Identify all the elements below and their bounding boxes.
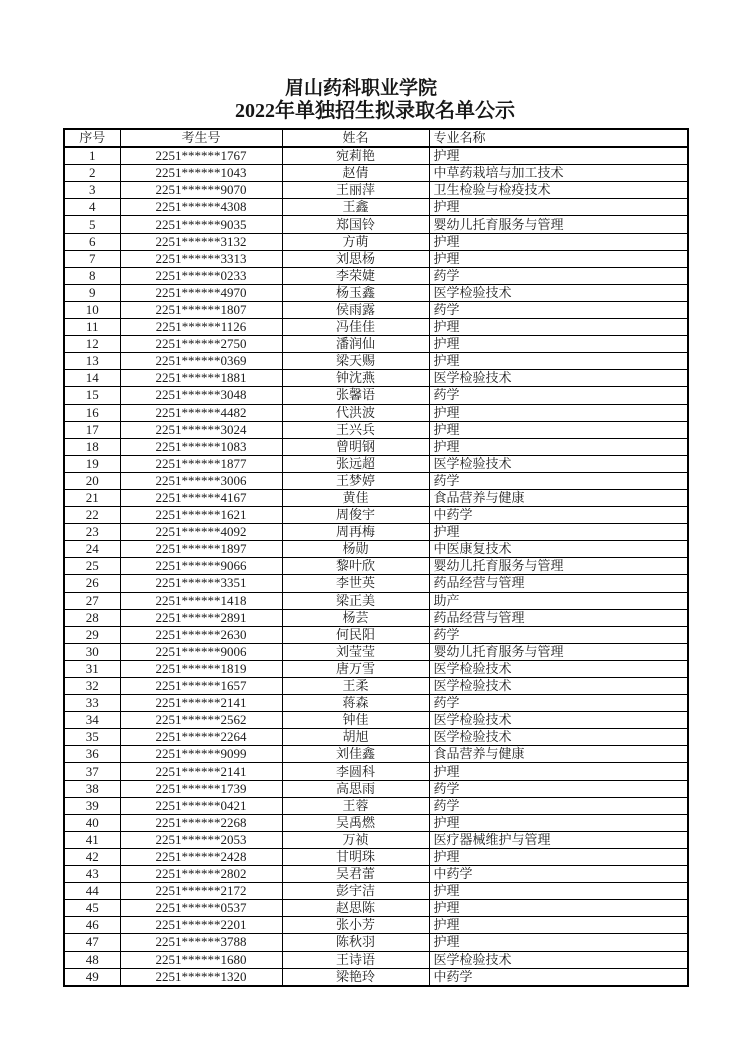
cell-name: 黄佳 xyxy=(282,489,429,506)
cell-major: 药品经营与管理 xyxy=(429,609,688,626)
cell-major: 护理 xyxy=(429,814,688,831)
table-row xyxy=(64,643,688,660)
cell-major: 药学 xyxy=(429,797,688,814)
cell-name: 杨勋 xyxy=(282,541,429,558)
cell-exam-number: 2251******9070 xyxy=(120,182,282,199)
cell-major: 护理 xyxy=(429,250,688,267)
cell-name: 侯雨露 xyxy=(282,301,429,318)
cell-no: 10 xyxy=(64,301,120,318)
table-row xyxy=(64,455,688,472)
cell-name: 杨玉鑫 xyxy=(282,284,429,301)
cell-exam-number: 2251******1126 xyxy=(120,319,282,336)
cell-exam-number: 2251******0369 xyxy=(120,353,282,370)
table-row xyxy=(64,831,688,848)
table-row xyxy=(64,233,688,250)
cell-name: 张小芳 xyxy=(282,917,429,934)
cell-exam-number: 2251******1083 xyxy=(120,438,282,455)
cell-major: 医学检验技术 xyxy=(429,284,688,301)
cell-major: 药学 xyxy=(429,267,688,284)
cell-major: 医学检验技术 xyxy=(429,729,688,746)
cell-major: 护理 xyxy=(429,524,688,541)
cell-exam-number: 2251******0421 xyxy=(120,797,282,814)
table-row xyxy=(64,507,688,524)
cell-major: 中草药栽培与加工技术 xyxy=(429,165,688,182)
cell-no: 3 xyxy=(64,182,120,199)
cell-name: 曾明钢 xyxy=(282,438,429,455)
table-row xyxy=(64,866,688,883)
cell-no: 19 xyxy=(64,455,120,472)
cell-no: 7 xyxy=(64,250,120,267)
cell-no: 23 xyxy=(64,524,120,541)
cell-exam-number: 2251******1043 xyxy=(120,165,282,182)
cell-no: 14 xyxy=(64,370,120,387)
cell-no: 48 xyxy=(64,951,120,968)
cell-name: 方萌 xyxy=(282,233,429,250)
cell-name: 万祯 xyxy=(282,831,429,848)
cell-no: 25 xyxy=(64,558,120,575)
cell-major: 护理 xyxy=(429,883,688,900)
cell-major: 护理 xyxy=(429,917,688,934)
cell-exam-number: 2251******4482 xyxy=(120,404,282,421)
page-title-school: 眉山药科职业学院 xyxy=(284,78,437,99)
cell-exam-number: 2251******2562 xyxy=(120,712,282,729)
table-row xyxy=(64,968,688,986)
table-row xyxy=(64,660,688,677)
cell-name: 潘润仙 xyxy=(282,336,429,353)
cell-name: 王鑫 xyxy=(282,199,429,216)
cell-major: 护理 xyxy=(429,848,688,865)
cell-exam-number: 2251******1657 xyxy=(120,678,282,695)
table-row xyxy=(64,814,688,831)
table-row xyxy=(64,387,688,404)
table-row xyxy=(64,267,688,284)
cell-name: 梁艳玲 xyxy=(282,968,429,986)
cell-exam-number: 2251******2750 xyxy=(120,336,282,353)
cell-no: 29 xyxy=(64,626,120,643)
cell-no: 38 xyxy=(64,780,120,797)
table-row xyxy=(64,695,688,712)
cell-no: 24 xyxy=(64,541,120,558)
cell-exam-number: 2251******1680 xyxy=(120,951,282,968)
cell-exam-number: 2251******2264 xyxy=(120,729,282,746)
table-row xyxy=(64,421,688,438)
table-row xyxy=(64,370,688,387)
table-row xyxy=(64,404,688,421)
cell-major: 医学检验技术 xyxy=(429,678,688,695)
cell-major: 护理 xyxy=(429,900,688,917)
cell-major: 医学检验技术 xyxy=(429,712,688,729)
cell-exam-number: 2251******2891 xyxy=(120,609,282,626)
cell-major: 药学 xyxy=(429,387,688,404)
column-header-exam-number: 考生号 xyxy=(120,129,282,147)
table-row xyxy=(64,489,688,506)
cell-name: 李世英 xyxy=(282,575,429,592)
cell-name: 杨芸 xyxy=(282,609,429,626)
table-row xyxy=(64,883,688,900)
cell-no: 41 xyxy=(64,831,120,848)
cell-major: 药学 xyxy=(429,626,688,643)
cell-no: 13 xyxy=(64,353,120,370)
cell-exam-number: 2251******3132 xyxy=(120,233,282,250)
cell-major: 护理 xyxy=(429,438,688,455)
cell-no: 43 xyxy=(64,866,120,883)
cell-no: 6 xyxy=(64,233,120,250)
table-row xyxy=(64,592,688,609)
cell-major: 婴幼儿托育服务与管理 xyxy=(429,216,688,233)
cell-exam-number: 2251******4167 xyxy=(120,489,282,506)
table-row xyxy=(64,199,688,216)
cell-name: 钟沈燕 xyxy=(282,370,429,387)
table-row xyxy=(64,609,688,626)
table-row xyxy=(64,678,688,695)
cell-exam-number: 2251******3048 xyxy=(120,387,282,404)
page-title-list: 2022年单独招生拟录取名单公示 xyxy=(235,100,515,122)
table-row xyxy=(64,216,688,233)
cell-no: 2 xyxy=(64,165,120,182)
cell-no: 21 xyxy=(64,489,120,506)
cell-exam-number: 2251******2141 xyxy=(120,695,282,712)
cell-major: 护理 xyxy=(429,199,688,216)
table-row xyxy=(64,900,688,917)
cell-exam-number: 2251******2201 xyxy=(120,917,282,934)
cell-name: 王丽萍 xyxy=(282,182,429,199)
cell-name: 王诗语 xyxy=(282,951,429,968)
table-row xyxy=(64,524,688,541)
cell-name: 梁天赐 xyxy=(282,353,429,370)
table-row xyxy=(64,147,688,165)
cell-name: 刘佳鑫 xyxy=(282,746,429,763)
cell-major: 护理 xyxy=(429,336,688,353)
cell-exam-number: 2251******2428 xyxy=(120,848,282,865)
cell-no: 22 xyxy=(64,507,120,524)
cell-exam-number: 2251******9066 xyxy=(120,558,282,575)
cell-major: 药学 xyxy=(429,695,688,712)
table-row xyxy=(64,712,688,729)
cell-major: 助产 xyxy=(429,592,688,609)
cell-no: 39 xyxy=(64,797,120,814)
cell-no: 16 xyxy=(64,404,120,421)
cell-exam-number: 2251******1819 xyxy=(120,660,282,677)
cell-exam-number: 2251******0233 xyxy=(120,267,282,284)
cell-exam-number: 2251******3006 xyxy=(120,472,282,489)
cell-name: 彭宇洁 xyxy=(282,883,429,900)
table-body xyxy=(64,147,688,986)
cell-name: 郑国铃 xyxy=(282,216,429,233)
cell-exam-number: 2251******1897 xyxy=(120,541,282,558)
cell-major: 中药学 xyxy=(429,507,688,524)
cell-name: 刘思杨 xyxy=(282,250,429,267)
cell-name: 吴禹燃 xyxy=(282,814,429,831)
cell-no: 20 xyxy=(64,472,120,489)
cell-exam-number: 2251******2630 xyxy=(120,626,282,643)
cell-no: 34 xyxy=(64,712,120,729)
cell-no: 27 xyxy=(64,592,120,609)
cell-exam-number: 2251******1881 xyxy=(120,370,282,387)
table-row xyxy=(64,250,688,267)
cell-major: 医疗器械维护与管理 xyxy=(429,831,688,848)
cell-major: 护理 xyxy=(429,353,688,370)
cell-name: 代洪波 xyxy=(282,404,429,421)
table-row xyxy=(64,797,688,814)
cell-major: 护理 xyxy=(429,319,688,336)
cell-name: 王兴兵 xyxy=(282,421,429,438)
cell-name: 赵思陈 xyxy=(282,900,429,917)
table-row xyxy=(64,746,688,763)
cell-exam-number: 2251******4970 xyxy=(120,284,282,301)
cell-exam-number: 2251******1807 xyxy=(120,301,282,318)
cell-no: 5 xyxy=(64,216,120,233)
cell-no: 4 xyxy=(64,199,120,216)
cell-exam-number: 2251******3024 xyxy=(120,421,282,438)
cell-major: 药学 xyxy=(429,472,688,489)
column-header-name: 姓名 xyxy=(282,129,429,147)
cell-major: 中药学 xyxy=(429,968,688,986)
cell-exam-number: 2251******3351 xyxy=(120,575,282,592)
cell-major: 护理 xyxy=(429,233,688,250)
table-row xyxy=(64,763,688,780)
table-row xyxy=(64,729,688,746)
cell-no: 40 xyxy=(64,814,120,831)
cell-major: 药品经营与管理 xyxy=(429,575,688,592)
cell-no: 1 xyxy=(64,147,120,165)
cell-name: 李圆科 xyxy=(282,763,429,780)
cell-exam-number: 2251******9099 xyxy=(120,746,282,763)
cell-major: 护理 xyxy=(429,147,688,165)
cell-exam-number: 2251******9035 xyxy=(120,216,282,233)
cell-no: 17 xyxy=(64,421,120,438)
cell-name: 张馨语 xyxy=(282,387,429,404)
cell-exam-number: 2251******2053 xyxy=(120,831,282,848)
table-row xyxy=(64,917,688,934)
cell-no: 33 xyxy=(64,695,120,712)
cell-name: 王梦婷 xyxy=(282,472,429,489)
cell-no: 11 xyxy=(64,319,120,336)
cell-name: 冯佳佳 xyxy=(282,319,429,336)
cell-no: 46 xyxy=(64,917,120,934)
table-row xyxy=(64,541,688,558)
cell-major: 医学检验技术 xyxy=(429,660,688,677)
cell-major: 护理 xyxy=(429,934,688,951)
cell-name: 张远超 xyxy=(282,455,429,472)
cell-major: 护理 xyxy=(429,421,688,438)
cell-exam-number: 2251******2802 xyxy=(120,866,282,883)
cell-no: 15 xyxy=(64,387,120,404)
cell-name: 周再梅 xyxy=(282,524,429,541)
cell-no: 18 xyxy=(64,438,120,455)
cell-major: 医学检验技术 xyxy=(429,455,688,472)
cell-major: 护理 xyxy=(429,404,688,421)
cell-name: 陈秋羽 xyxy=(282,934,429,951)
cell-name: 黎叶欣 xyxy=(282,558,429,575)
table-row xyxy=(64,575,688,592)
cell-exam-number: 2251******1739 xyxy=(120,780,282,797)
cell-name: 何民阳 xyxy=(282,626,429,643)
table-row xyxy=(64,182,688,199)
table-row xyxy=(64,780,688,797)
column-header-no: 序号 xyxy=(64,129,120,147)
table-row xyxy=(64,301,688,318)
cell-name: 刘莹莹 xyxy=(282,643,429,660)
cell-exam-number: 2251******1320 xyxy=(120,968,282,986)
table-row xyxy=(64,848,688,865)
admission-table xyxy=(63,128,689,987)
cell-exam-number: 2251******1418 xyxy=(120,592,282,609)
cell-major: 食品营养与健康 xyxy=(429,746,688,763)
cell-name: 唐万雪 xyxy=(282,660,429,677)
cell-no: 35 xyxy=(64,729,120,746)
cell-no: 12 xyxy=(64,336,120,353)
cell-major: 医学检验技术 xyxy=(429,370,688,387)
cell-major: 食品营养与健康 xyxy=(429,489,688,506)
cell-no: 26 xyxy=(64,575,120,592)
cell-no: 44 xyxy=(64,883,120,900)
cell-name: 梁正美 xyxy=(282,592,429,609)
cell-name: 甘明珠 xyxy=(282,848,429,865)
cell-name: 赵倩 xyxy=(282,165,429,182)
cell-exam-number: 2251******2268 xyxy=(120,814,282,831)
table-row xyxy=(64,438,688,455)
cell-major: 药学 xyxy=(429,780,688,797)
cell-no: 30 xyxy=(64,643,120,660)
cell-no: 47 xyxy=(64,934,120,951)
cell-exam-number: 2251******4308 xyxy=(120,199,282,216)
cell-name: 李荣婕 xyxy=(282,267,429,284)
cell-no: 32 xyxy=(64,678,120,695)
cell-no: 31 xyxy=(64,660,120,677)
cell-no: 45 xyxy=(64,900,120,917)
cell-no: 49 xyxy=(64,968,120,986)
cell-name: 高思雨 xyxy=(282,780,429,797)
cell-exam-number: 2251******0537 xyxy=(120,900,282,917)
table-row xyxy=(64,934,688,951)
cell-no: 9 xyxy=(64,284,120,301)
column-header-major: 专业名称 xyxy=(429,129,688,147)
cell-name: 王柔 xyxy=(282,678,429,695)
cell-exam-number: 2251******1621 xyxy=(120,507,282,524)
table-row xyxy=(64,165,688,182)
table-row xyxy=(64,284,688,301)
cell-major: 婴幼儿托育服务与管理 xyxy=(429,558,688,575)
cell-name: 吴君蕾 xyxy=(282,866,429,883)
cell-name: 宛莉艳 xyxy=(282,147,429,165)
cell-name: 王蓉 xyxy=(282,797,429,814)
cell-exam-number: 2251******3788 xyxy=(120,934,282,951)
cell-exam-number: 2251******2141 xyxy=(120,763,282,780)
table-row xyxy=(64,951,688,968)
cell-major: 卫生检验与检疫技术 xyxy=(429,182,688,199)
cell-no: 42 xyxy=(64,848,120,865)
cell-major: 护理 xyxy=(429,763,688,780)
table-row xyxy=(64,336,688,353)
table-header-row xyxy=(64,129,688,147)
cell-exam-number: 2251******4092 xyxy=(120,524,282,541)
cell-exam-number: 2251******1767 xyxy=(120,147,282,165)
cell-no: 8 xyxy=(64,267,120,284)
cell-exam-number: 2251******1877 xyxy=(120,455,282,472)
cell-name: 周俊宇 xyxy=(282,507,429,524)
cell-name: 蒋森 xyxy=(282,695,429,712)
table-row xyxy=(64,353,688,370)
cell-name: 胡旭 xyxy=(282,729,429,746)
cell-no: 36 xyxy=(64,746,120,763)
cell-major: 医学检验技术 xyxy=(429,951,688,968)
cell-major: 婴幼儿托育服务与管理 xyxy=(429,643,688,660)
table-row xyxy=(64,626,688,643)
cell-no: 28 xyxy=(64,609,120,626)
table-row xyxy=(64,558,688,575)
cell-no: 37 xyxy=(64,763,120,780)
cell-exam-number: 2251******2172 xyxy=(120,883,282,900)
cell-name: 钟佳 xyxy=(282,712,429,729)
cell-major: 中医康复技术 xyxy=(429,541,688,558)
table-row xyxy=(64,472,688,489)
cell-major: 药学 xyxy=(429,301,688,318)
cell-exam-number: 2251******9006 xyxy=(120,643,282,660)
table-row xyxy=(64,319,688,336)
cell-exam-number: 2251******3313 xyxy=(120,250,282,267)
cell-major: 中药学 xyxy=(429,866,688,883)
